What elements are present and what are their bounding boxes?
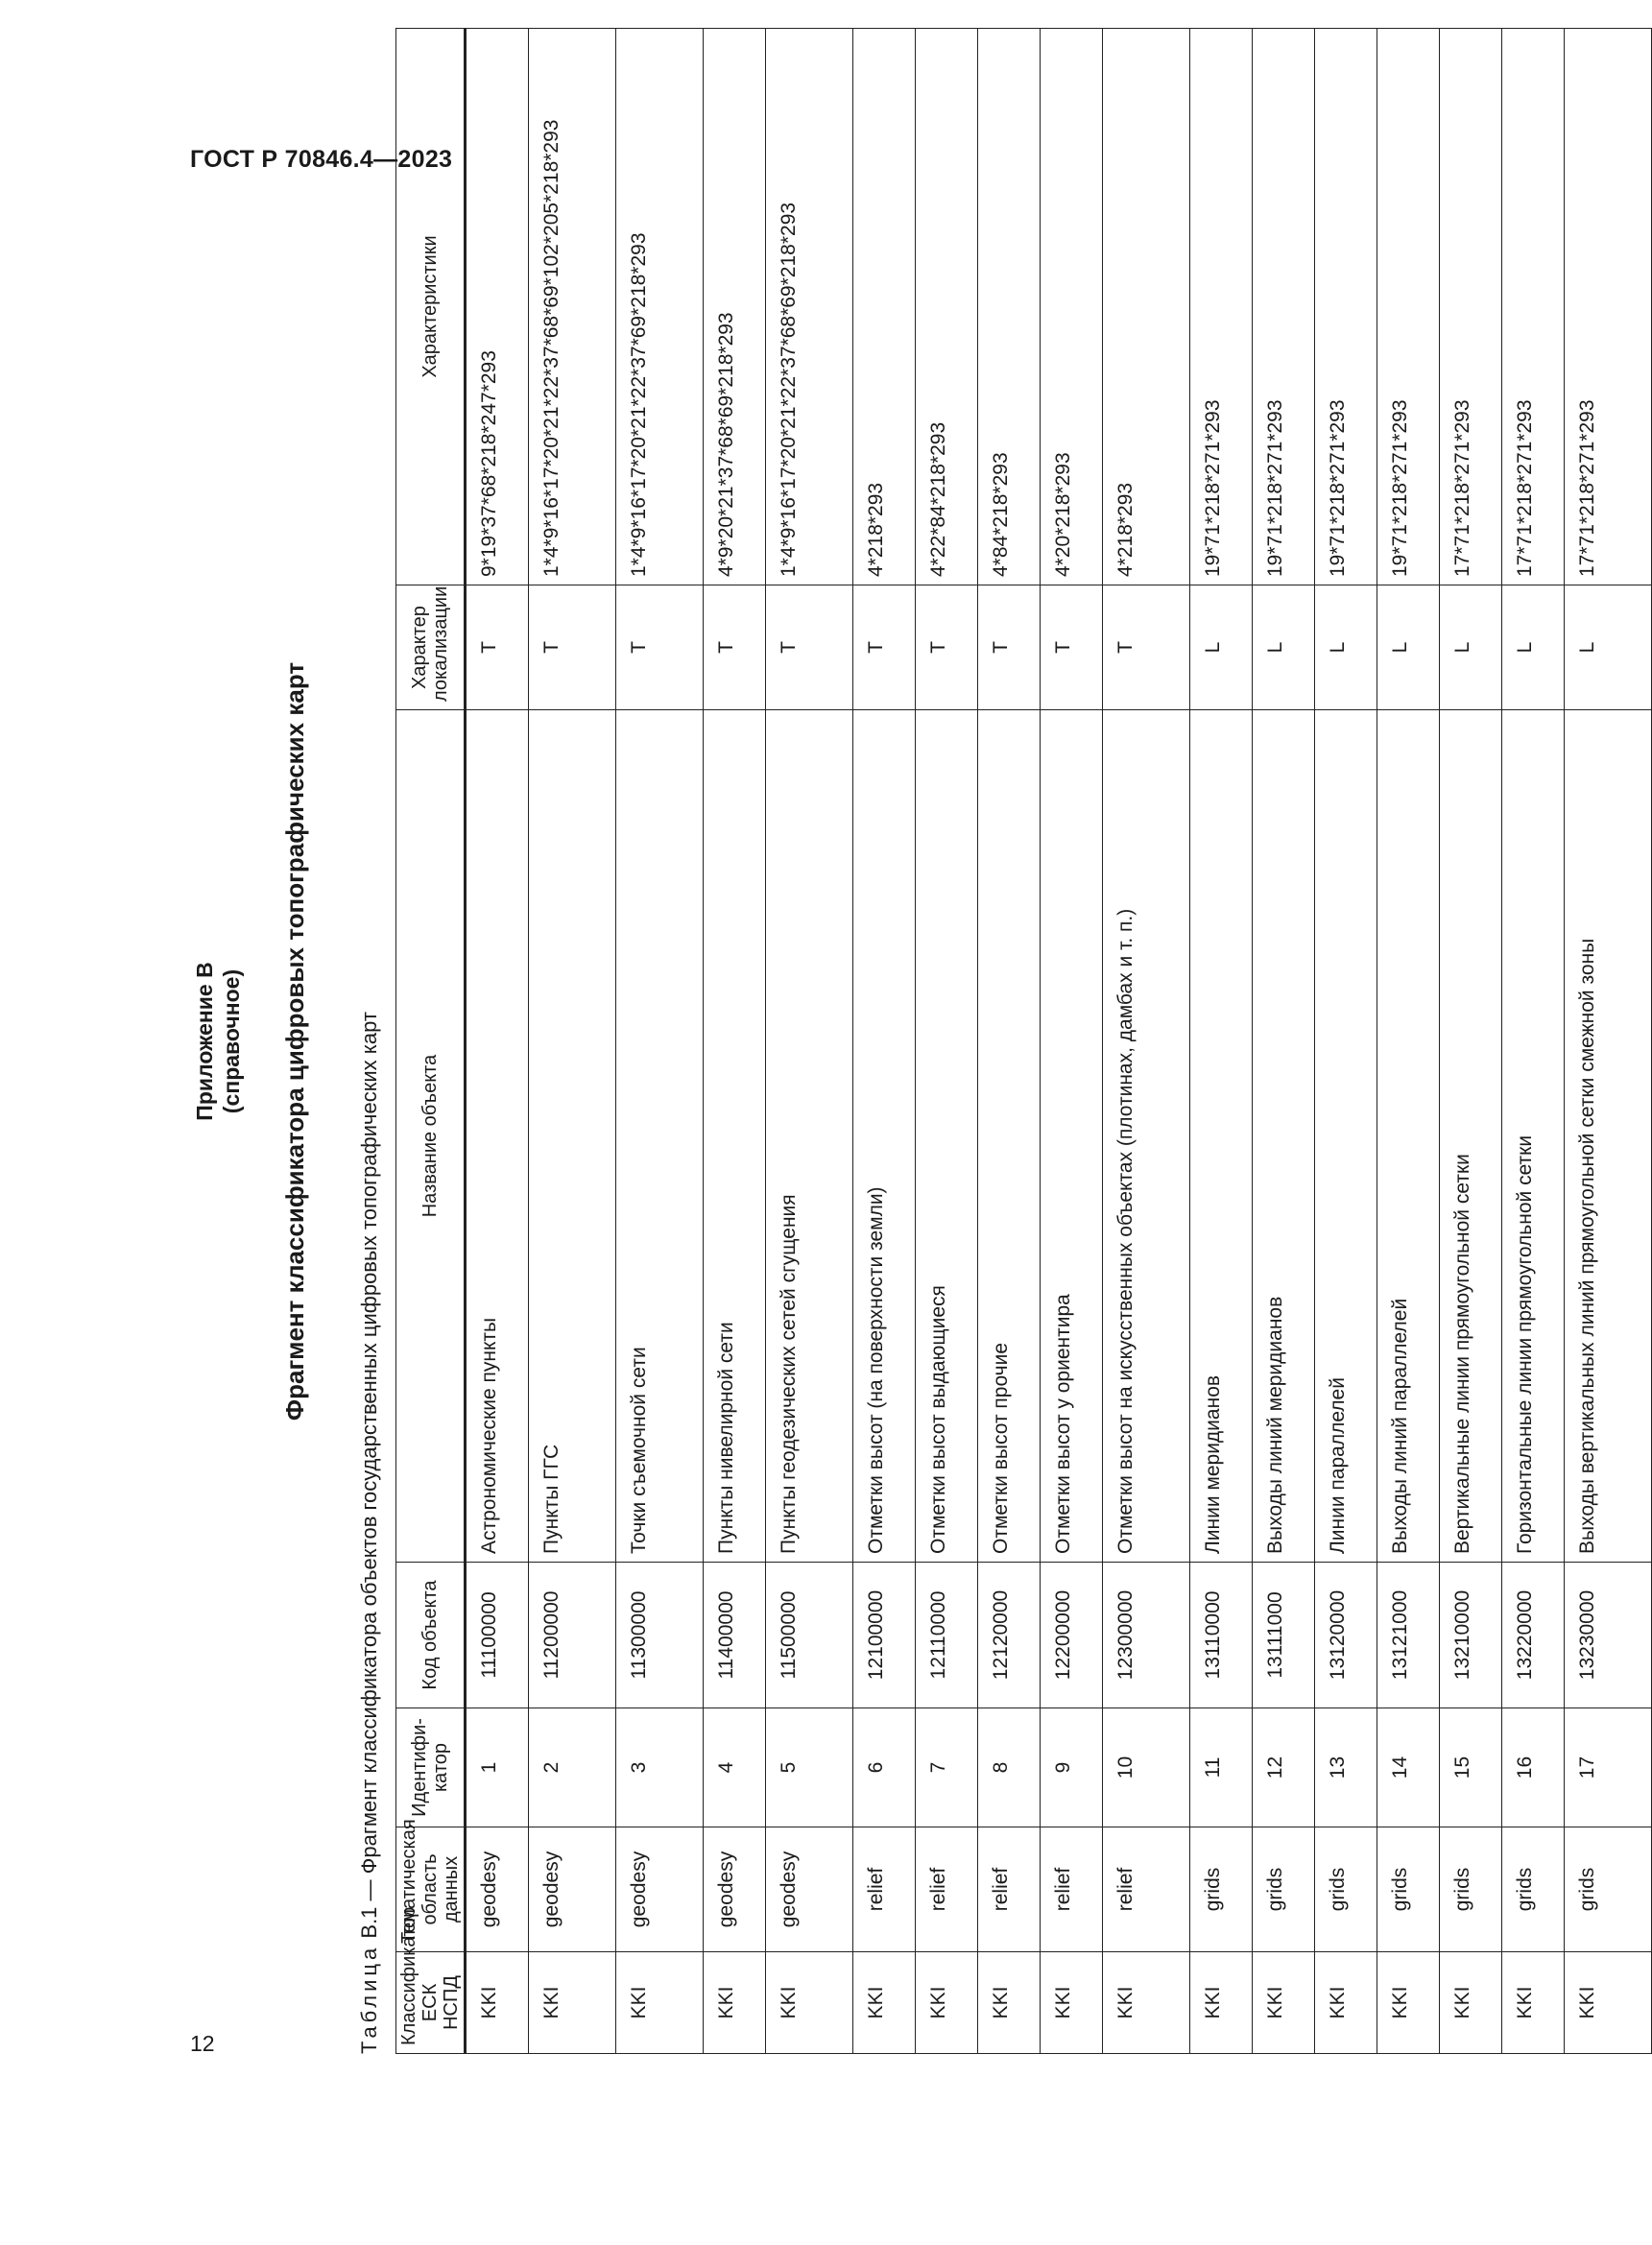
col-header-classifier: Классификатор ЕСК НСПД — [396, 1952, 466, 2054]
cell-characteristics: 1*4*9*16*17*20*21*22*37*69*218*293 — [616, 29, 704, 585]
cell-characteristics: 4*22*84*218*293 — [916, 29, 978, 585]
cell-classifier: KKI — [1103, 1952, 1190, 2054]
cell-classifier: KKI — [466, 1952, 529, 2054]
cell-code: 11400000 — [704, 1563, 766, 1708]
table-row — [1253, 29, 1315, 2054]
cell-localization: T — [766, 585, 853, 710]
cell-localization: L — [1440, 585, 1502, 710]
cell-name: Отметки высот (на поверхности земли) — [853, 710, 916, 1563]
cell-code: 12200000 — [1041, 1563, 1103, 1708]
table-row — [704, 29, 766, 2054]
cell-localization: L — [1565, 585, 1652, 710]
cell-localization: T — [1041, 585, 1103, 710]
cell-id: 10 — [1103, 1708, 1190, 1827]
rotated-content — [192, 29, 1598, 2054]
cell-localization: L — [1502, 585, 1565, 710]
cell-localization: T — [853, 585, 916, 710]
cell-code: 13220000 — [1502, 1563, 1565, 1708]
col-header-characteristics: Характеристики — [396, 29, 466, 585]
cell-area: geodesy — [704, 1827, 766, 1952]
cell-characteristics: 19*71*218*271*293 — [1315, 29, 1377, 585]
cell-name: Выходы линий меридианов — [1253, 710, 1315, 1563]
cell-code: 12120000 — [978, 1563, 1041, 1708]
table-caption-prefix: Таблица — [357, 1944, 381, 2054]
table-header-row — [396, 29, 466, 2054]
cell-characteristics: 4*9*20*21*37*68*69*218*293 — [704, 29, 766, 585]
cell-id: 6 — [853, 1708, 916, 1827]
table-row — [916, 29, 978, 2054]
table-row — [766, 29, 853, 2054]
cell-id: 1 — [466, 1708, 529, 1827]
cell-id: 12 — [1253, 1708, 1315, 1827]
cell-classifier: KKI — [1041, 1952, 1103, 2054]
cell-area: grids — [1565, 1827, 1652, 1952]
cell-characteristics: 4*84*218*293 — [978, 29, 1041, 585]
cell-classifier: KKI — [978, 1952, 1041, 2054]
cell-area: grids — [1502, 1827, 1565, 1952]
cell-area: relief — [1041, 1827, 1103, 1952]
cell-id: 15 — [1440, 1708, 1502, 1827]
classifier-table — [395, 28, 1652, 2054]
cell-id: 13 — [1315, 1708, 1377, 1827]
cell-characteristics: 4*218*293 — [1103, 29, 1190, 585]
table-caption — [357, 1012, 382, 2054]
cell-classifier: KKI — [1190, 1952, 1253, 2054]
cell-area: grids — [1190, 1827, 1253, 1952]
cell-code: 11300000 — [616, 1563, 704, 1708]
table-row — [616, 29, 704, 2054]
cell-characteristics: 4*218*293 — [853, 29, 916, 585]
cell-localization: T — [466, 585, 529, 710]
cell-classifier: KKI — [1315, 1952, 1377, 2054]
cell-code: 12110000 — [916, 1563, 978, 1708]
cell-classifier: KKI — [1377, 1952, 1440, 2054]
appendix-label: Приложение В — [192, 962, 217, 1121]
cell-localization: T — [916, 585, 978, 710]
cell-area: grids — [1315, 1827, 1377, 1952]
table-row — [466, 29, 529, 2054]
cell-classifier: KKI — [766, 1952, 853, 2054]
cell-characteristics: 1*4*9*16*17*20*21*22*37*68*69*218*293 — [766, 29, 853, 585]
cell-localization: L — [1315, 585, 1377, 710]
cell-localization: L — [1377, 585, 1440, 710]
cell-characteristics: 1*4*9*16*17*20*21*22*37*68*69*102*205*218*293 — [529, 29, 616, 585]
cell-code: 11100000 — [466, 1563, 529, 1708]
table-caption-text: В.1 — Фрагмент классификатора объектов государственных цифровых топографических карт — [357, 1012, 381, 1939]
table-row — [1565, 29, 1652, 2054]
table-row — [853, 29, 916, 2054]
table-row — [1315, 29, 1377, 2054]
cell-code: 13111000 — [1253, 1563, 1315, 1708]
cell-name: Отметки высот на искусственных объектах (плотинах, дамбах и т. п.) — [1103, 710, 1190, 1563]
cell-name: Пункты геодезических сетей сгущения — [766, 710, 853, 1563]
cell-id: 11 — [1190, 1708, 1253, 1827]
table-row — [1190, 29, 1253, 2054]
cell-localization: L — [1190, 585, 1253, 710]
cell-localization: L — [1253, 585, 1315, 710]
cell-name: Выходы линий параллелей — [1377, 710, 1440, 1563]
cell-name: Точки съемочной сети — [616, 710, 704, 1563]
cell-characteristics: 17*71*218*271*293 — [1565, 29, 1652, 585]
cell-classifier: KKI — [1253, 1952, 1315, 2054]
appendix-title: Фрагмент классификатора цифровых топографических карт — [280, 661, 309, 1421]
cell-area: relief — [978, 1827, 1041, 1952]
cell-classifier: KKI — [529, 1952, 616, 2054]
table-row — [1041, 29, 1103, 2054]
cell-localization: T — [704, 585, 766, 710]
cell-name: Выходы вертикальных линий прямоугольной сетки смежной зоны — [1565, 710, 1652, 1563]
cell-id: 16 — [1502, 1708, 1565, 1827]
col-header-identifier: Идентифи-катор — [396, 1708, 466, 1827]
cell-code: 13210000 — [1440, 1563, 1502, 1708]
cell-name: Вертикальные линии прямоугольной сетки — [1440, 710, 1502, 1563]
cell-id: 5 — [766, 1708, 853, 1827]
table-row — [1440, 29, 1502, 2054]
cell-localization: T — [616, 585, 704, 710]
appendix-note: (справочное) — [219, 968, 244, 1114]
cell-name: Горизонтальные линии прямоугольной сетки — [1502, 710, 1565, 1563]
cell-area: grids — [1440, 1827, 1502, 1952]
table-row — [1502, 29, 1565, 2054]
cell-classifier: KKI — [916, 1952, 978, 2054]
cell-area: relief — [1103, 1827, 1190, 1952]
cell-code: 12300000 — [1103, 1563, 1190, 1708]
cell-id: 7 — [916, 1708, 978, 1827]
cell-classifier: KKI — [853, 1952, 916, 2054]
col-header-area: Тематическая область данных — [396, 1827, 466, 1952]
cell-id: 14 — [1377, 1708, 1440, 1827]
cell-characteristics: 19*71*218*271*293 — [1253, 29, 1315, 585]
cell-classifier: KKI — [1502, 1952, 1565, 2054]
cell-area: geodesy — [529, 1827, 616, 1952]
cell-characteristics: 9*19*37*68*218*247*293 — [466, 29, 529, 585]
cell-id: 4 — [704, 1708, 766, 1827]
cell-name: Отметки высот у ориентира — [1041, 710, 1103, 1563]
cell-id: 9 — [1041, 1708, 1103, 1827]
cell-code: 13110000 — [1190, 1563, 1253, 1708]
cell-code: 13121000 — [1377, 1563, 1440, 1708]
cell-characteristics: 19*71*218*271*293 — [1190, 29, 1253, 585]
cell-code: 12100000 — [853, 1563, 916, 1708]
cell-code: 13230000 — [1565, 1563, 1652, 1708]
cell-classifier: KKI — [704, 1952, 766, 2054]
cell-name: Линии меридианов — [1190, 710, 1253, 1563]
cell-classifier: KKI — [616, 1952, 704, 2054]
cell-area: geodesy — [616, 1827, 704, 1952]
cell-code: 11200000 — [529, 1563, 616, 1708]
standard-header: ГОСТ Р 70846.4—2023 — [190, 146, 453, 173]
cell-id: 2 — [529, 1708, 616, 1827]
col-header-localization: Характер локализации — [396, 585, 466, 710]
cell-classifier: KKI — [1440, 1952, 1502, 2054]
cell-characteristics: 17*71*218*271*293 — [1440, 29, 1502, 585]
cell-area: relief — [916, 1827, 978, 1952]
col-header-name: Название объекта — [396, 710, 466, 1563]
cell-classifier: KKI — [1565, 1952, 1652, 2054]
cell-characteristics: 4*20*218*293 — [1041, 29, 1103, 585]
cell-name: Отметки высот выдающиеся — [916, 710, 978, 1563]
cell-area: grids — [1377, 1827, 1440, 1952]
col-header-code: Код объекта — [396, 1563, 466, 1708]
cell-localization: T — [978, 585, 1041, 710]
cell-characteristics: 17*71*218*271*293 — [1502, 29, 1565, 585]
cell-id: 17 — [1565, 1708, 1652, 1827]
cell-name: Пункты ГГС — [529, 710, 616, 1563]
cell-name: Отметки высот прочие — [978, 710, 1041, 1563]
page-number: 12 — [190, 2031, 215, 2056]
cell-area: grids — [1253, 1827, 1315, 1952]
cell-localization: T — [1103, 585, 1190, 710]
table-row — [1103, 29, 1190, 2054]
cell-code: 11500000 — [766, 1563, 853, 1708]
cell-name: Астрономические пункты — [466, 710, 529, 1563]
cell-characteristics: 19*71*218*271*293 — [1377, 29, 1440, 585]
cell-name: Линии параллелей — [1315, 710, 1377, 1563]
cell-code: 13120000 — [1315, 1563, 1377, 1708]
table-row — [1377, 29, 1440, 2054]
cell-area: geodesy — [766, 1827, 853, 1952]
table-row — [978, 29, 1041, 2054]
cell-id: 8 — [978, 1708, 1041, 1827]
table-row — [529, 29, 616, 2054]
cell-area: relief — [853, 1827, 916, 1952]
cell-name: Пункты нивелирной сети — [704, 710, 766, 1563]
cell-area: geodesy — [466, 1827, 529, 1952]
cell-localization: T — [529, 585, 616, 710]
cell-id: 3 — [616, 1708, 704, 1827]
